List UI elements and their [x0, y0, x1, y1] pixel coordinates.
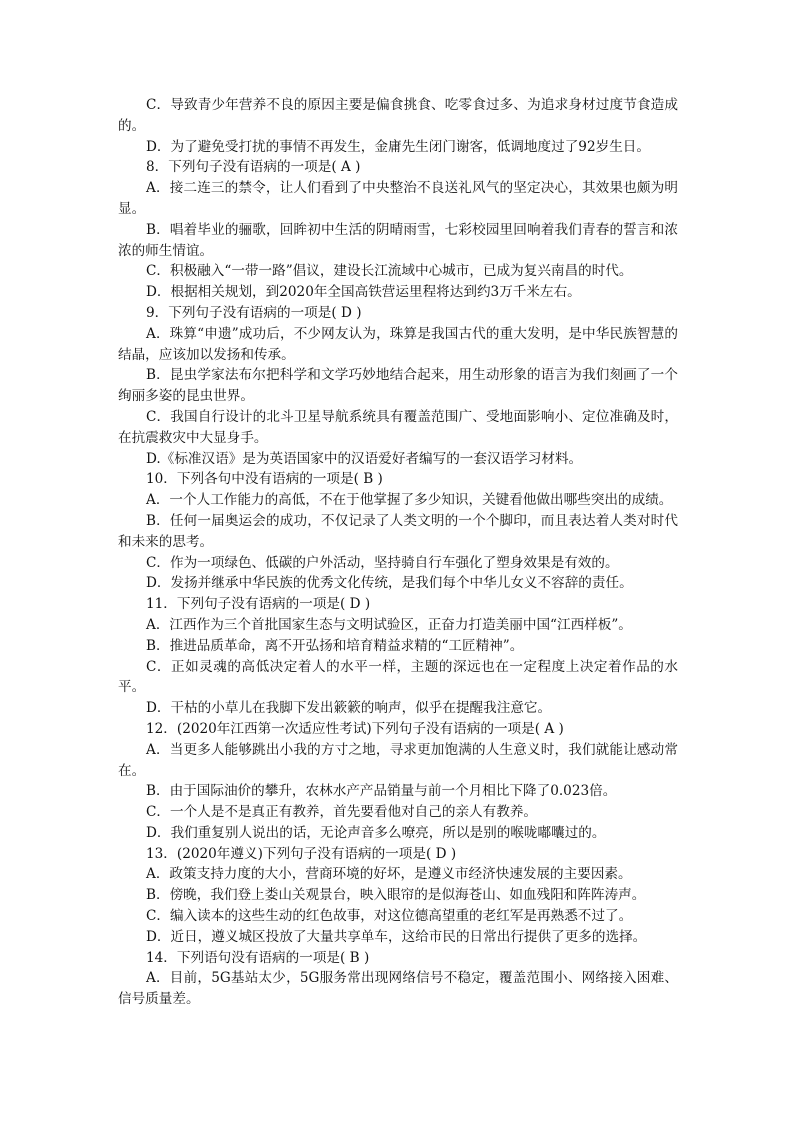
option-line: C．正如灵魂的高低决定着人的水平一样，主题的深远也在一定程度上决定着作品的水平。	[118, 658, 678, 696]
option-line: A．当更多人能够跳出小我的方寸之地，寻求更加饱满的人生意义时，我们就能让感动常在。	[118, 741, 678, 779]
option-line: D．发扬并继承中华民族的优秀文化传统，是我们每个中华儿女义不容辞的责任。	[146, 575, 633, 592]
option-line: D.《标准汉语》是为英语国家中的汉语爱好者编写的一套汉语学习材料。	[146, 450, 583, 467]
option-line: D．为了避免受打扰的事情不再发生，金庸先生闭门谢客，低调地度过了92岁生日。	[146, 138, 650, 155]
document-page	[118, 95, 678, 1010]
option-line: C．积极融入“一带一路”倡议，建设长江流域中心城市，已成为复兴南昌的时代。	[146, 263, 633, 280]
option-line: C．导致青少年营养不良的原因主要是偏食挑食、吃零食过多、为追求身材过度节食造成的。	[118, 97, 678, 134]
option-line: C．编入读本的这些生动的红色故事，对这位德高望重的老红军是再熟悉不过了。	[146, 908, 633, 925]
option-line: A．政策支持力度的大小，营商环境的好坏，是遵义市经济快速发展的主要因素。	[146, 866, 632, 883]
option-line: C．我国自行设计的北斗卫星导航系统具有覆盖范围广、受地面影响小、定位准确及时，在抗震救灾中大显身手。	[118, 408, 678, 446]
option-line: A．珠算“申遗”成功后，不少网友认为，珠算是我国古代的重大发明，是中华民族智慧的结晶，应该加以发扬和传承。	[118, 325, 678, 363]
question-line: 12．(2020年江西第一次适应性考试)下列句子没有语病的一项是( A )	[146, 720, 564, 737]
question-line: 14．下列语句没有语病的一项是( B )	[146, 949, 370, 966]
option-line: A．接二连三的禁令，让人们看到了中央整治不良送礼风气的坚定决心，其效果也颇为明显。	[118, 180, 678, 217]
option-line: A．一个人工作能力的高低，不在于他掌握了多少知识，关键看他做出哪些突出的成绩。	[146, 492, 673, 509]
option-line: C．作为一项绿色、低碳的户外活动，坚持骑自行车强化了塑身效果是有效的。	[146, 554, 619, 571]
option-line: B．由于国际油价的攀升，农林水产产品销量与前一个月相比下降了0.023倍。	[146, 783, 617, 800]
option-line: C．一个人是不是真正有教养，首先要看他对自己的亲人有教养。	[146, 804, 538, 821]
question-line: 10．下列各句中没有语病的一项是( B )	[146, 471, 383, 488]
option-line: A．目前，5G基站太少，5G服务常出现网络信号不稳定，覆盖范围小、网络接入困难、信号质量差。	[118, 970, 678, 1008]
option-line: B．任何一届奥运会的成功，不仅记录了人类文明的一个个脚印，而且表达着人类对时代和未来的思考。	[118, 512, 678, 550]
option-line: B．傍晚，我们登上娄山关观景台，映入眼帘的是似海苍山、如血残阳和阵阵涛声。	[146, 887, 646, 904]
question-line: 13．(2020年遵义)下列句子没有语病的一项是( D )	[146, 845, 457, 862]
option-line: B．唱着毕业的骊歌，回眸初中生活的阴晴雨雪，七彩校园里回响着我们青春的誓言和浓浓的师生情谊。	[118, 221, 678, 259]
question-line: 8．下列句子没有语病的一项是( A )	[146, 159, 361, 176]
option-line: B．推进品质革命，离不开弘扬和培育精益求精的“工匠精神”。	[146, 637, 524, 654]
question-line: 11．下列句子没有语病的一项是( D )	[146, 596, 371, 613]
option-line: D．近日，遵义城区投放了大量共享单车，这给市民的日常出行提供了更多的选择。	[146, 928, 647, 945]
option-line: A．江西作为三个首批国家生态与文明试验区，正奋力打造美丽中国“江西样板”。	[146, 616, 632, 633]
option-line: D．干枯的小草儿在我脚下发出簌簌的响声，似乎在提醒我注意它。	[146, 700, 552, 717]
option-line: B．昆虫学家法布尔把科学和文学巧妙地结合起来，用生动形象的语言为我们刻画了一个绚丽多姿的昆虫世界。	[118, 367, 678, 405]
question-line: 9．下列句子没有语病的一项是( D )	[146, 304, 362, 321]
option-line: D．我们重复别人说出的话，无论声音多么嘹亮，所以是别的喉咙嘟囔过的。	[146, 824, 606, 841]
option-line: D．根据相关规划，到2020年全国高铁营运里程将达到约3万千米左右。	[146, 284, 581, 301]
